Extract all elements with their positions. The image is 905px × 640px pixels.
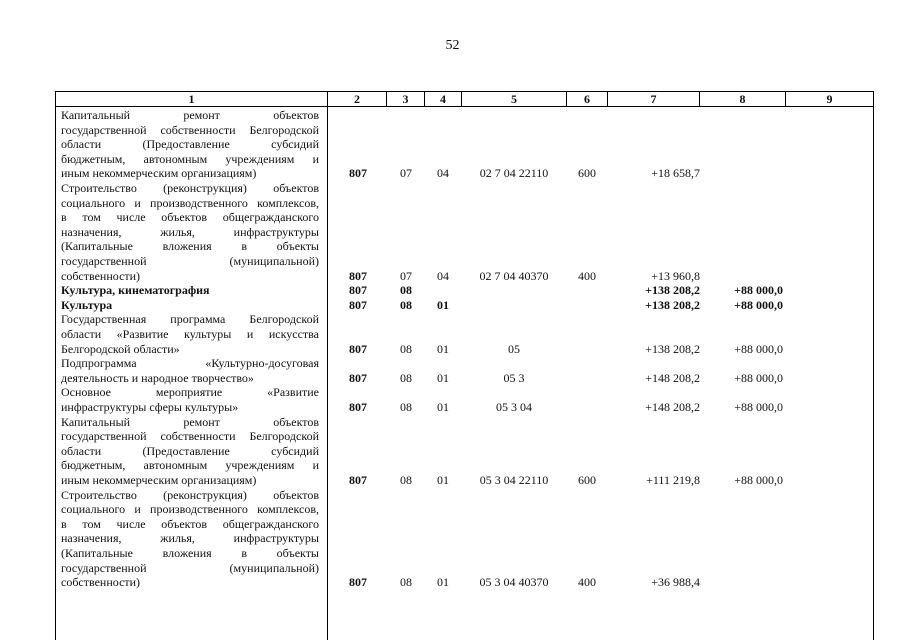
description-line: бюджетным, автономным учреждениям и [61, 151, 319, 166]
cell-c3: 08 [400, 575, 412, 590]
description-line: инфраструктуры сферы культуры» [61, 399, 239, 414]
description-line: в том числе объектов общегражданского [61, 516, 319, 531]
description-line: в том числе объектов общегражданского [61, 210, 319, 225]
cell-c6: 600 [578, 473, 596, 487]
row-description [61, 181, 319, 283]
description-line: Капитальный ремонт объектов [61, 414, 319, 429]
row-description [61, 385, 319, 414]
cell-c2: 807 [349, 283, 367, 298]
cell-c4: 01 [437, 370, 449, 385]
description-line: Строительство (реконструкция) объектов [61, 181, 319, 195]
description-line: деятельность и народное творчество» [61, 370, 254, 385]
description-line: государственной (муниципальной) [61, 560, 319, 575]
row-description [61, 298, 319, 313]
description-line: государственной собственности Белгородской [61, 122, 319, 137]
cell-c6: 600 [578, 166, 596, 181]
description-line: (Капитальные вложения в объекты [61, 239, 319, 254]
col-header-5: 5 [511, 92, 517, 106]
cell-c4: 04 [437, 166, 449, 181]
col-border [873, 91, 874, 640]
description-line: области «Развитие культуры и искусства [61, 326, 319, 341]
cell-c3: 08 [400, 400, 412, 414]
cell-c3: 08 [400, 370, 412, 385]
cell-c8: +88 000,0 [734, 283, 783, 298]
cell-c5: 02 7 04 40370 [479, 268, 549, 283]
cell-c8: +88 000,0 [734, 400, 783, 414]
cell-c8: +88 000,0 [734, 297, 783, 312]
description-line: Основное мероприятие «Развитие [61, 385, 319, 400]
page-number: 52 [445, 38, 460, 53]
description-line: собственности) [61, 575, 141, 590]
col-border [327, 91, 328, 640]
description-line: (Капитальные вложения в объекты [61, 545, 319, 560]
cell-c4: 01 [437, 341, 449, 356]
cell-c3: 08 [400, 473, 412, 487]
description-line: иным некоммерческим организациям) [61, 166, 257, 181]
col-header-2: 2 [354, 92, 360, 106]
description-line: Культура [61, 297, 113, 312]
col-header-4: 4 [440, 92, 446, 106]
col-header-7: 7 [650, 92, 657, 106]
description-line: области (Предоставление субсидий [61, 443, 319, 458]
cell-c5: 05 3 04 22110 [479, 473, 549, 487]
col-border [55, 91, 56, 640]
description-line: собственности) [61, 268, 141, 283]
header-divider [55, 106, 874, 107]
cell-c7: +18 658,7 [651, 166, 700, 181]
row-description [61, 356, 319, 385]
cell-c3: 08 [400, 283, 412, 298]
cell-c8: +88 000,0 [734, 473, 783, 487]
cell-c8: +88 000,0 [734, 370, 783, 385]
cell-c7: +148 208,2 [645, 370, 700, 385]
description-line: государственной собственности Белгородской [61, 429, 319, 444]
cell-c4: 01 [437, 575, 449, 590]
cell-c2: 807 [349, 268, 367, 283]
cell-c8: +88 000,0 [734, 341, 783, 356]
row-description [61, 312, 319, 356]
description-line: назначения, жилья, инфраструктуры [61, 531, 319, 546]
cell-c4: 04 [437, 268, 449, 283]
description-line: области (Предоставление субсидий [61, 137, 319, 152]
cell-c2: 807 [349, 575, 367, 590]
cell-c2: 807 [349, 341, 367, 356]
cell-c5: 05 [508, 341, 520, 356]
col-header-1: 1 [188, 92, 195, 106]
description-line: Культура, кинематография [61, 283, 210, 298]
row-description [61, 415, 319, 488]
cell-c2: 807 [349, 297, 367, 312]
cell-c3: 08 [400, 297, 412, 312]
cell-c5: 02 7 04 22110 [479, 166, 549, 181]
cell-c4: 01 [437, 297, 449, 312]
row-description [61, 108, 319, 181]
row-description [61, 488, 319, 590]
cell-c4: 01 [437, 473, 449, 487]
row-description [61, 283, 319, 298]
description-line: иным некоммерческим организациям) [61, 472, 257, 487]
cell-c3: 08 [400, 341, 412, 356]
col-header-3: 3 [402, 92, 409, 106]
cell-c7: +36 988,4 [651, 575, 700, 590]
description-line: государственной (муниципальной) [61, 253, 319, 268]
cell-c2: 807 [349, 473, 367, 487]
col-header-6: 6 [584, 92, 590, 106]
description-line: Подпрограмма «Культурно-досуговая [61, 356, 319, 371]
cell-c5: 05 3 04 40370 [479, 575, 549, 590]
cell-c7: +138 208,2 [645, 283, 700, 298]
description-line: Государственная программа Белгородской [61, 312, 319, 327]
cell-c3: 07 [400, 166, 412, 181]
description-line: бюджетным, автономным учреждениям и [61, 458, 319, 473]
cell-c7: +138 208,2 [645, 341, 700, 356]
cell-c5: 05 3 [503, 370, 525, 385]
cell-c5: 05 3 04 [496, 400, 532, 414]
cell-c4: 01 [437, 400, 449, 414]
description-line: социального и производственного комплексов, [61, 195, 319, 210]
description-line: Белгородской области» [61, 341, 180, 356]
cell-c7: +111 219,8 [646, 473, 700, 487]
description-line: Капитальный ремонт объектов [61, 108, 319, 122]
cell-c2: 807 [349, 166, 367, 181]
cell-c6: 400 [578, 268, 596, 283]
cell-c7: +138 208,2 [645, 297, 700, 312]
description-line: назначения, жилья, инфраструктуры [61, 224, 319, 239]
col-header-8: 8 [739, 92, 746, 106]
cell-c6: 400 [578, 575, 596, 590]
description-line: Строительство (реконструкция) объектов [61, 487, 319, 502]
cell-c7: +148 208,2 [645, 400, 700, 414]
description-line: социального и производственного комплексов, [61, 502, 319, 517]
cell-c7: +13 960,8 [651, 268, 700, 283]
cell-c2: 807 [349, 370, 367, 385]
col-header-9: 9 [826, 92, 833, 106]
cell-c2: 807 [349, 400, 367, 414]
cell-c3: 07 [400, 268, 412, 283]
